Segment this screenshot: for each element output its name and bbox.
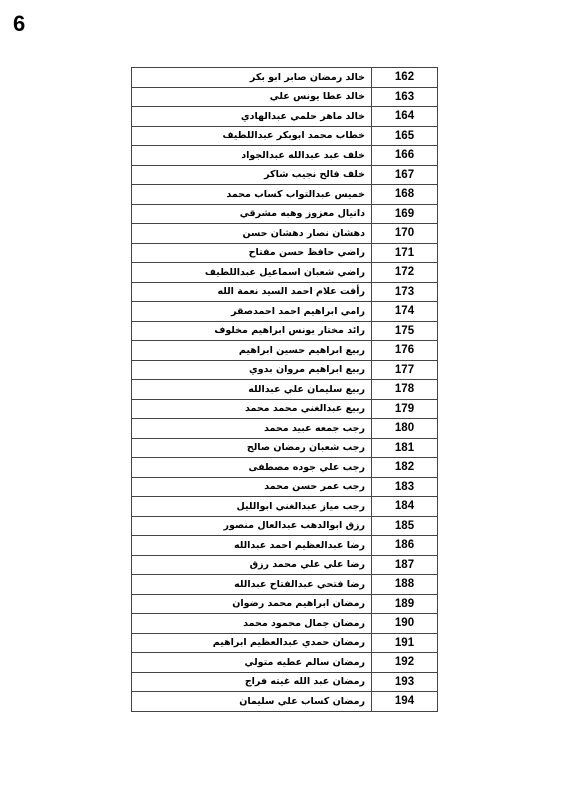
name-cell: رجب عمر حسن محمد: [132, 477, 372, 497]
number-cell: 167: [372, 165, 438, 185]
table-row: [132, 419, 438, 439]
table-row: [132, 555, 438, 575]
name-cell: دانيال معزوز وهبه مشرقي: [132, 204, 372, 224]
name-cell: خالد ماهر حلمي عبدالهادي: [132, 107, 372, 127]
table-row: [132, 594, 438, 614]
table-row: [132, 360, 438, 380]
number-cell: 173: [372, 282, 438, 302]
number-cell: 174: [372, 302, 438, 322]
name-cell: خالد عطا يونس علي: [132, 87, 372, 107]
name-cell: ربيع سليمان علي عبدالله: [132, 380, 372, 400]
table-row: [132, 653, 438, 673]
table-row: [132, 633, 438, 653]
name-cell: رجب شعبان رمضان صالح: [132, 438, 372, 458]
names-table: [131, 67, 438, 712]
number-cell: 181: [372, 438, 438, 458]
number-cell: 165: [372, 126, 438, 146]
table-row: [132, 146, 438, 166]
number-cell: 170: [372, 224, 438, 244]
number-cell: 177: [372, 360, 438, 380]
name-cell: رجب علي جوده مصطفى: [132, 458, 372, 478]
table-row: [132, 68, 438, 88]
name-cell: خميس عبدالتواب كساب محمد: [132, 185, 372, 205]
number-cell: 193: [372, 672, 438, 692]
table-row: [132, 107, 438, 127]
number-cell: 172: [372, 263, 438, 283]
name-cell: خطاب محمد ابوبكر عبداللطيف: [132, 126, 372, 146]
number-cell: 163: [372, 87, 438, 107]
name-cell: رضا فتحي عبدالفتاح عبدالله: [132, 575, 372, 595]
table-row: [132, 458, 438, 478]
table-row: [132, 243, 438, 263]
name-cell: دهشان نصار دهشان حسن: [132, 224, 372, 244]
table-row: [132, 536, 438, 556]
name-cell: ربيع عبدالغني محمد محمد: [132, 399, 372, 419]
number-cell: 171: [372, 243, 438, 263]
number-cell: 187: [372, 555, 438, 575]
number-cell: 190: [372, 614, 438, 634]
name-cell: رضا علي علي محمد رزق: [132, 555, 372, 575]
name-cell: راضي شعبان اسماعيل عبداللطيف: [132, 263, 372, 283]
name-cell: رائد مختار يونس ابراهيم مخلوف: [132, 321, 372, 341]
table-row: [132, 87, 438, 107]
name-cell: خلف عبد عبدالله عبدالجواد: [132, 146, 372, 166]
number-cell: 183: [372, 477, 438, 497]
number-cell: 185: [372, 516, 438, 536]
name-cell: رمضان كساب علي سليمان: [132, 692, 372, 712]
number-cell: 186: [372, 536, 438, 556]
name-cell: خلف فالح نجيب شاكر: [132, 165, 372, 185]
table-row: [132, 497, 438, 517]
page-number: 6: [13, 11, 26, 36]
number-cell: 162: [372, 68, 438, 88]
name-cell: رضا عبدالعظيم احمد عبدالله: [132, 536, 372, 556]
name-cell: خالد رمضان صابر ابو بكر: [132, 68, 372, 88]
name-cell: رمضان سالم عطيه متولي: [132, 653, 372, 673]
number-cell: 179: [372, 399, 438, 419]
number-cell: 184: [372, 497, 438, 517]
table-body: [132, 68, 438, 712]
table-row: [132, 204, 438, 224]
table-row: [132, 672, 438, 692]
name-cell: رمضان جمال محمود محمد: [132, 614, 372, 634]
number-cell: 166: [372, 146, 438, 166]
table-row: [132, 438, 438, 458]
name-cell: رمضان عبد الله غيته فراج: [132, 672, 372, 692]
number-cell: 175: [372, 321, 438, 341]
number-cell: 182: [372, 458, 438, 478]
table-row: [132, 126, 438, 146]
table-row: [132, 321, 438, 341]
name-cell: ربيع ابراهيم حسين ابراهيم: [132, 341, 372, 361]
table-row: [132, 341, 438, 361]
table-row: [132, 224, 438, 244]
name-cell: رمضان حمدي عبدالعظيم ابراهيم: [132, 633, 372, 653]
number-cell: 188: [372, 575, 438, 595]
table-row: [132, 516, 438, 536]
table-row: [132, 614, 438, 634]
table-row: [132, 302, 438, 322]
table-row: [132, 575, 438, 595]
name-cell: راضي حافظ حسن مفتاح: [132, 243, 372, 263]
number-cell: 164: [372, 107, 438, 127]
table-row: [132, 282, 438, 302]
name-cell: ربيع ابراهيم مروان بدوي: [132, 360, 372, 380]
number-cell: 180: [372, 419, 438, 439]
name-cell: رأفت علام احمد السيد نعمة الله: [132, 282, 372, 302]
number-cell: 178: [372, 380, 438, 400]
table-row: [132, 692, 438, 712]
name-cell: رجب جمعه عبيد محمد: [132, 419, 372, 439]
name-cell: رمضان ابراهيم محمد رضوان: [132, 594, 372, 614]
number-cell: 191: [372, 633, 438, 653]
number-cell: 192: [372, 653, 438, 673]
table-row: [132, 263, 438, 283]
number-cell: 194: [372, 692, 438, 712]
table-row: [132, 399, 438, 419]
table-row: [132, 165, 438, 185]
number-cell: 169: [372, 204, 438, 224]
number-cell: 168: [372, 185, 438, 205]
name-cell: رجب مياز عبدالغني ابوالليل: [132, 497, 372, 517]
number-cell: 189: [372, 594, 438, 614]
table-row: [132, 185, 438, 205]
name-cell: رزق ابوالدهب عبدالعال منصور: [132, 516, 372, 536]
table-row: [132, 477, 438, 497]
number-cell: 176: [372, 341, 438, 361]
table-row: [132, 380, 438, 400]
name-cell: رامي ابراهيم احمد احمدصقر: [132, 302, 372, 322]
